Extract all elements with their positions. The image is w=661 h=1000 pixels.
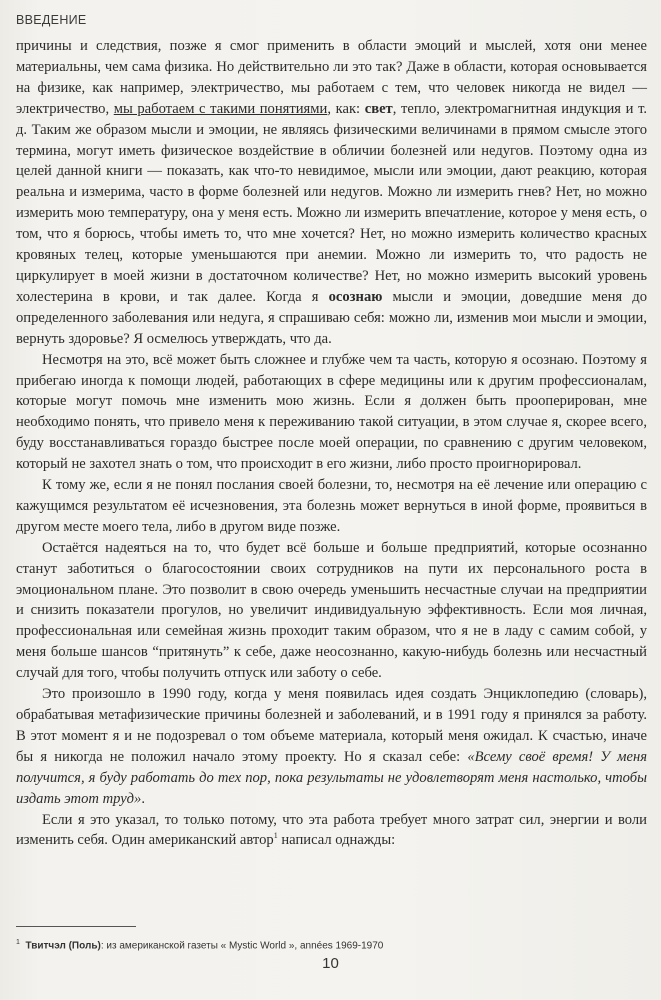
- paragraph: Остаётся надеяться на то, что будет всё больше и больше предприятий, которые осознанно станут заботиться о благосостоянии своих сотрудников на пути их персонального роста в эмоциональном плане. Это позволит в свою очередь уменьшить несчастные случаи на предприятии и снизить показатели прогулов, но увеличит индивидуальную эффективность. Если моя личная, профессиональная или семейная жизнь проходит таким образом, что я не в ладу с самим собой, у меня больше шансов “притянуть” к себе, даже неосознанно, какую-нибудь болезнь или несчастный случай для того, чтобы получить отпуск или заботу о себе.: [16, 539, 647, 682]
- footnote: $^1$ Твитчэл (Поль): из американской газеты « Mystic World », années 1969-1970: [16, 939, 384, 952]
- paragraph: Если я это указал, то только потому, что эта работа требует много затрат сил, энергии и воли изменить себя. Один американский автор$^1$ написал однажды:: [16, 811, 647, 849]
- paragraph: Несмотря на это, всё может быть сложнее и глубже чем та часть, которую я осознаю. Поэтому я прибегаю иногда к помощи людей, работающих в сфере медицины или к другим профессионалам, которые могут помочь мне изменить мою жизнь. Если я должен быть прооперирован, мне необходимо понять, что привело меня к переживанию такой ситуации, в этом случае я, скорее всего, буду восстанавливаться гораздо быстрее после моей операции, по сравнению с другим человеком, который не захотел знать о том, что происходит в его жизни, либо просто проигнорировал.: [16, 351, 647, 473]
- footnote-author: Твитчэл (Поль): [25, 940, 101, 952]
- bold-term: осознаю: [328, 288, 383, 305]
- bold-term: свет: [364, 100, 393, 117]
- italic-quote: «Всему своё время! У меня получится, я буду работать до тех пор, пока результаты не удовлетворят меня настолько, чтобы издать этот труд»: [16, 748, 647, 807]
- footnote-divider: [16, 926, 136, 927]
- page-number: 10: [322, 955, 339, 972]
- running-header: ВВЕДЕНИЕ: [16, 13, 87, 27]
- underlined-phrase: мы работаем с такими понятиями: [113, 100, 328, 117]
- paragraph: Это произошло в 1990 году, когда у меня появилась идея создать Энциклопедию (словарь), обрабатывая метафизические причины болезней и заболеваний, и в 1991 году я принялся за работу. В этот момент я и не подозревал о том объеме материала, который меня ожидал. К счастью, иначе бы я никогда не положил начало этому проекту. Но я сказал себе: «Всему своё время! У меня получится, я буду работать до тех пор, пока результаты не удовлетворят меня настолько, чтобы издать этот труд».: [16, 686, 647, 807]
- body-text: [16, 36, 647, 851]
- footnote-marker: 1: [273, 831, 278, 841]
- paragraph: К тому же, если я не понял послания своей болезни, то, несмотря на её лечение или операцию с кажущимся результатом её исчезновения, эта болезнь может вернуться в иной форме, проявиться в другом месте моего тела, либо в другом виде позже.: [16, 477, 647, 535]
- paragraph: причины и следствия, позже я смог применить в области эмоций и мыслей, хотя они менее материальны, чем сама физика. Но действительно ли это так? Даже в области, которая основывается на физике, как например, электричество, мы работаем с тем, что человек никогда не видел — электричество, мы работаем с такими понятиями, как: свет, тепло, электромагнитная индукция и т. д. Таким же образом мысли и эмоции, не являясь физическими величинами в прямом смысле этого термина, могут иметь физическое воздействие в обличии болезней или недугов. Поэтому одна из целей данной книги — показать, как что-то невидимое, мысли или эмоции, дают реакцию, которая реальна и измерима, часто в форме болезней или недугов. Можно ли измерить гнев? Нет, но можно измерить мою температуру, она у меня есть. Можно ли измерить впечатление, которое у меня есть, о том, что я борюсь, чтобы иметь то, что мне хочется? Нет, но можно измерить количество красных кровяных телец, которые уменьшаются при анемии. Можно ли измерить то, что радость не циркулирует в моей жизни в достаточном количестве? Нет, но можно измерить высокий уровень холестерина в крови, и так далее. Когда я осознаю мысли и эмоции, доведшие меня до определенного заболевания или недуга, я спрашиваю себя: можно ли, изменив мои мысли и эмоции, вернуть здоровье? Я осмелюсь утверждать, что да.: [16, 38, 648, 347]
